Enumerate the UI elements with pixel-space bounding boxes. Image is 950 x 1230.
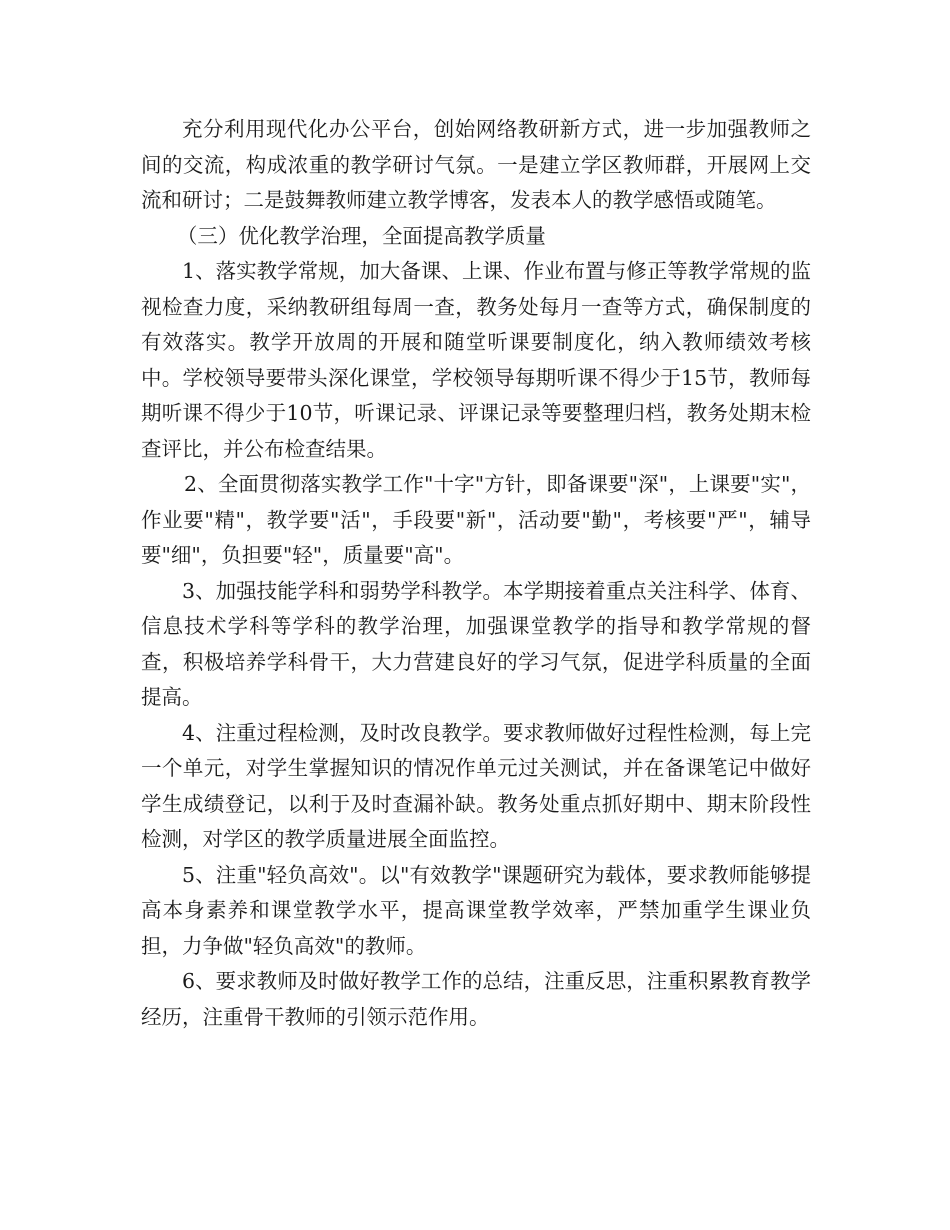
- section-heading: （三）优化教学治理，全面提高教学质量: [176, 223, 546, 248]
- paragraph-item-1: 1、落实教学常规，加大备课、上课、作业布置与修正等教学常规的监视检查力度，采纳教研组每周一查，教务处每月一查等方式，确保制度的有效落实。教学开放周的开展和随堂听课要制度化，纳入教师绩效考核中。学校领导要带头深化课堂，学校领导每期听课不得少于15节，教师每期听课不得少于10节，听课记录、评课记录等要整理归档，教务处期末检查评比，并公布检查结果。: [141, 259, 811, 461]
- paragraph-network-research: 充分利用现代化办公平台，创始网络教研新方式，进一步加强教师之间的交流，构成浓重的教学研讨气氛。一是建立学区教师群，开展网上交流和研讨；二是鼓舞教师建立教学博客，发表本人的教学感悟或随笔。: [141, 117, 811, 212]
- paragraph-item-4: 4、注重过程检测，及时改良教学。要求教师做好过程性检测，每上完一个单元，对学生掌握知识的情况作单元过关测试，并在备课笔记中做好学生成绩登记，以利于及时查漏补缺。教务处重点抓好期中、期末阶段性检测，对学区的教学质量进展全面监控。: [141, 720, 811, 851]
- paragraph-item-5: 5、注重"轻负高效"。以"有效教学"课题研究为载体，要求教师能够提高本身素养和课堂教学水平，提高课堂教学效率，严禁加重学生课业负担，力争做"轻负高效"的教师。: [141, 862, 811, 958]
- document-body: [141, 112, 811, 1035]
- paragraph-item-2: 2、全面贯彻落实教学工作"十字"方针，即备课要"深"，上课要"实"，作业要"精"，教学要"活"，手段要"新"，活动要"勤"，考核要"严"，辅导要"细"，负担要"轻"，质量要"高"。: [141, 472, 811, 567]
- paragraph-item-3: 3、加强技能学科和弱势学科教学。本学期接着重点关注科学、体育、信息技术学科等学科的教学治理，加强课堂教学的指导和教学常规的督查，积极培养学科骨干，大力营建良好的学习气氛，促进学科质量的全面提高。: [141, 578, 811, 709]
- paragraph-item-6: 6、要求教师及时做好教学工作的总结，注重反思，注重积累教育教学经历，注重骨干教师的引领示范作用。: [141, 969, 811, 1029]
